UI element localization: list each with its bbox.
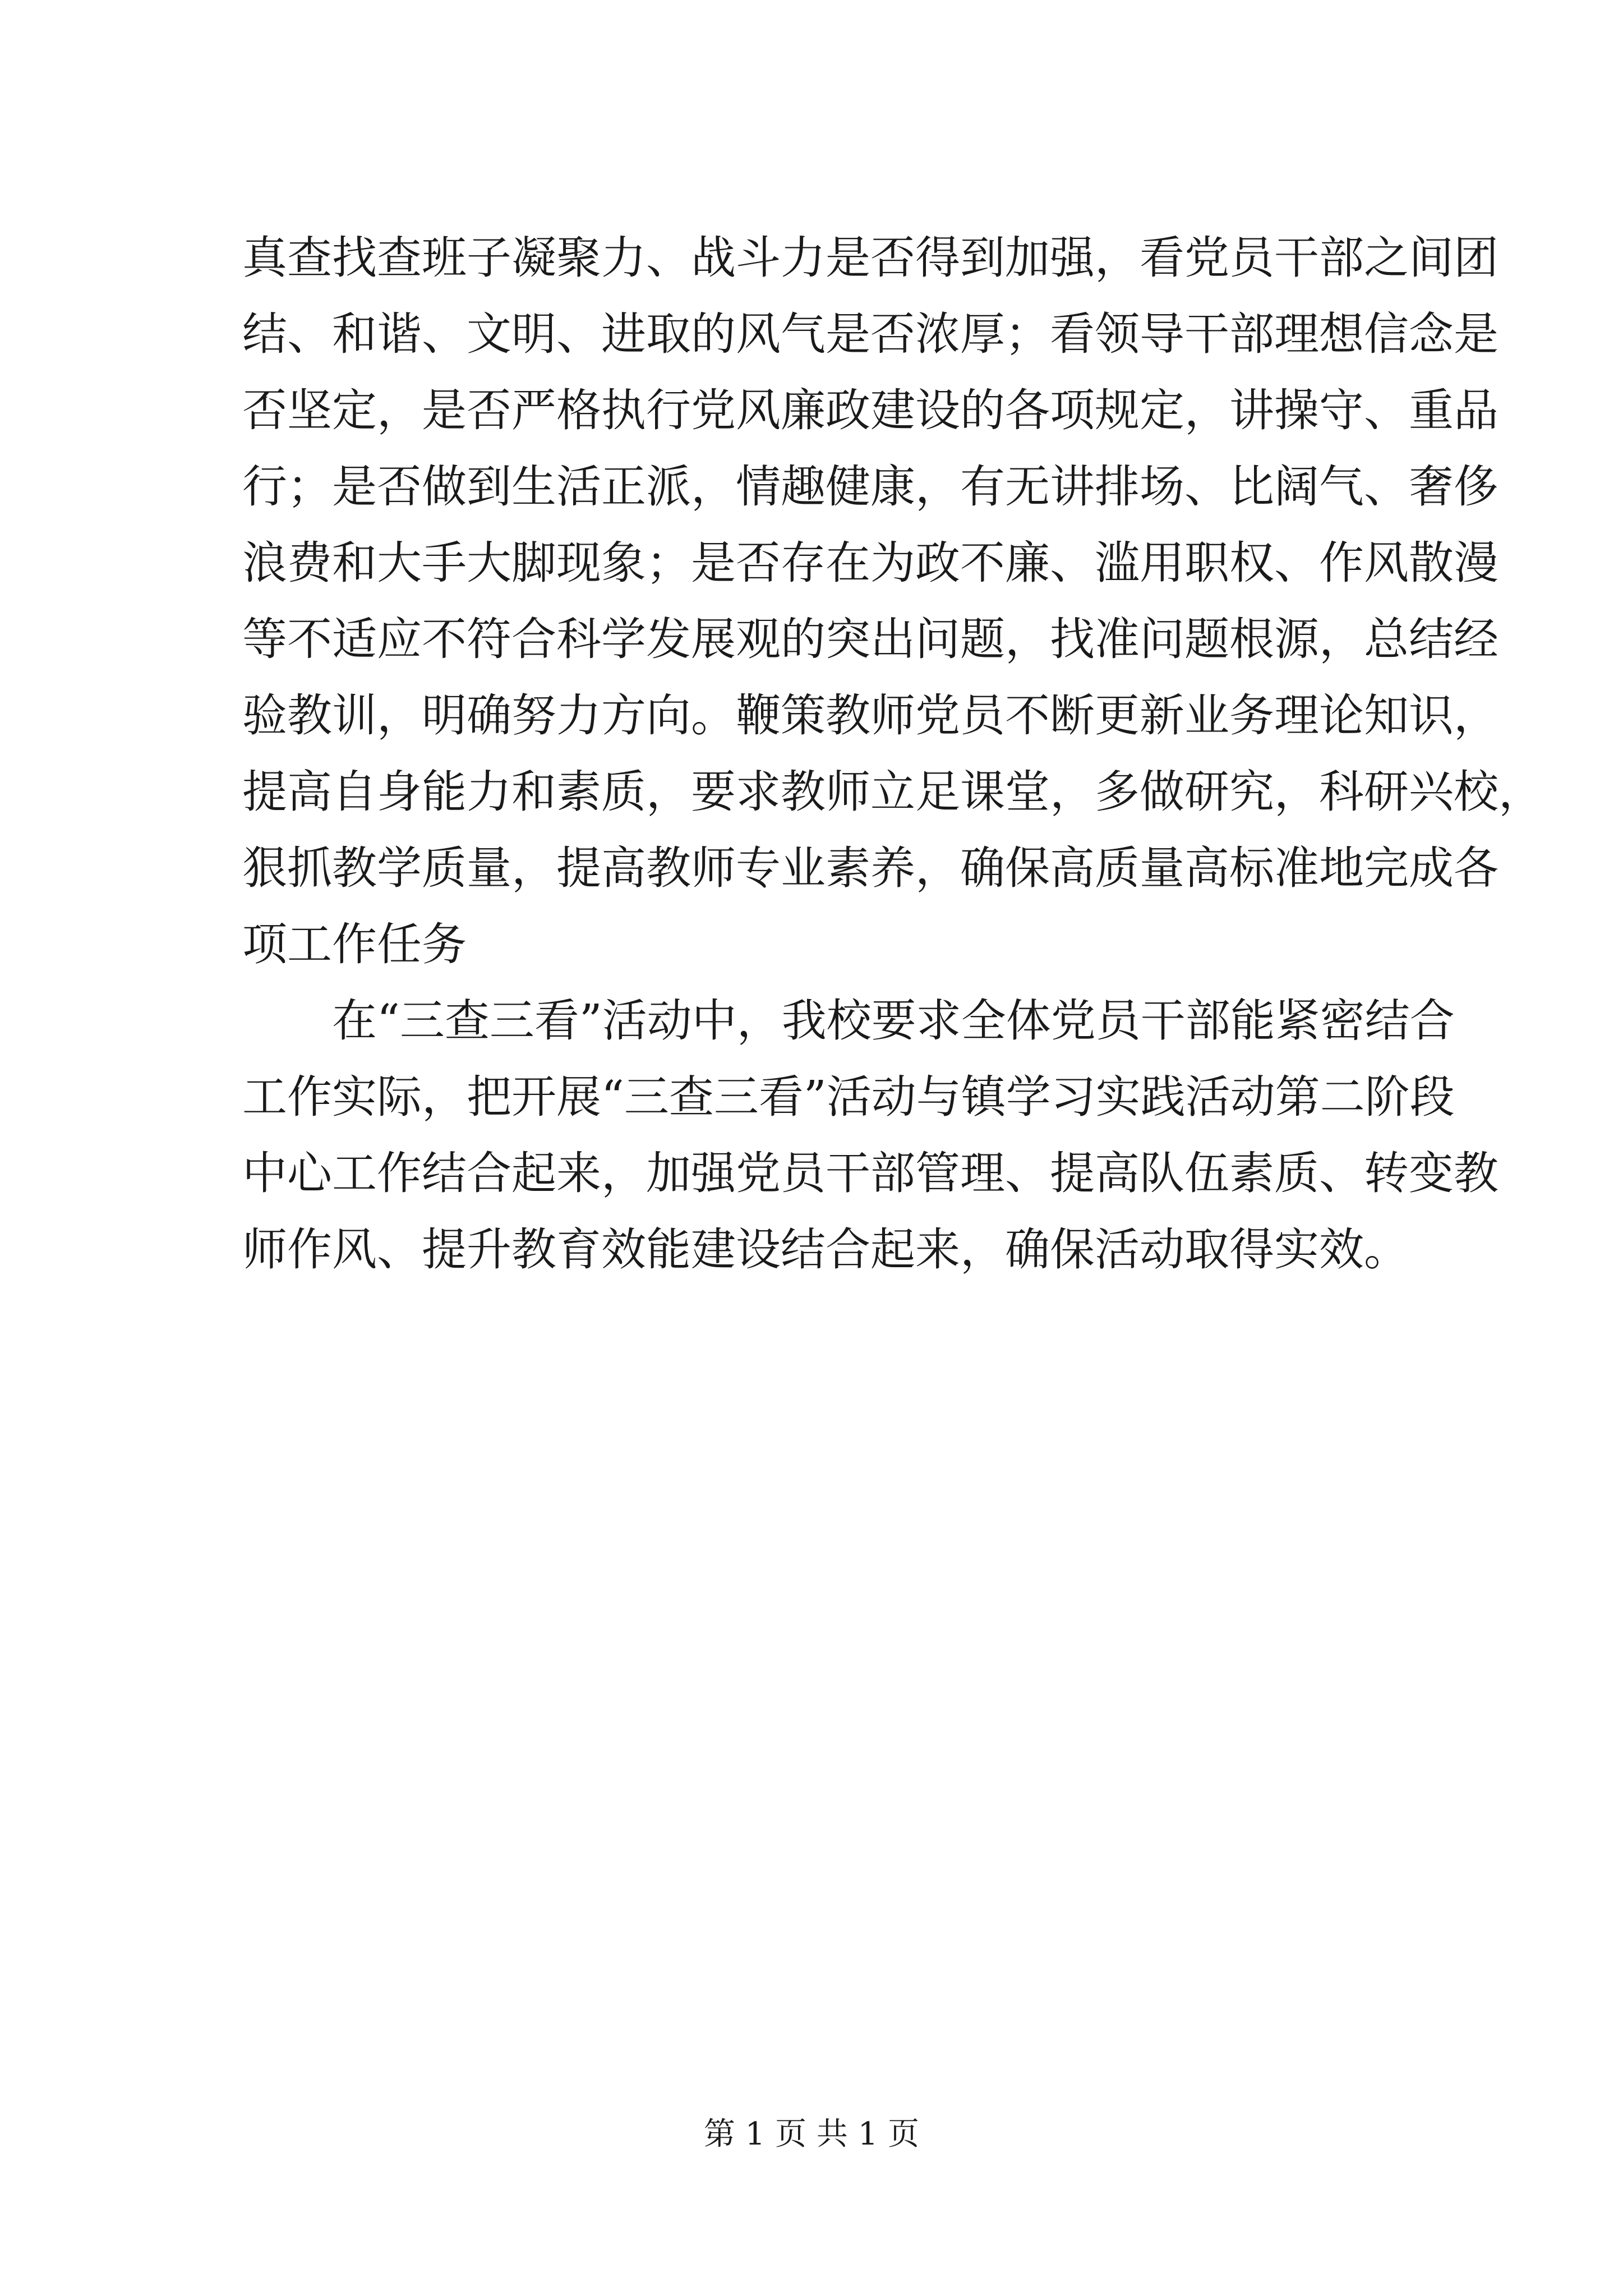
paragraph-line: 狠抓教学质量，提高教师专业素养，确保高质量高标准地完成各 — [242, 842, 1498, 894]
paragraph-line: 结、和谐、文明、进取的风气是否浓厚；看领导干部理想信念是 — [242, 308, 1498, 360]
paragraph-line: 在“三查三看”活动中，我校要求全体党员干部能紧密结合 — [332, 995, 1455, 1047]
paragraph-2 — [242, 983, 1498, 1288]
paragraph-line: 工作实际，把开展“三查三看”活动与镇学习实践活动第二阶段 — [242, 1071, 1455, 1123]
paragraph-line: 项工作任务 — [242, 918, 467, 970]
page-number-footer: 第 1 页 共 1 页 — [703, 2116, 920, 2152]
paragraph-line: 提高自身能力和素质，要求教师立足课堂，多做研究，科研兴校， — [242, 766, 1543, 818]
paragraph-1 — [242, 220, 1543, 983]
paragraph-line: 中心工作结合起来，加强党员干部管理、提高队伍素质、转变教 — [242, 1147, 1498, 1199]
paragraph-line: 浪费和大手大脚现象；是否存在为政不廉、滥用职权、作风散漫 — [242, 537, 1498, 589]
paragraph-line: 师作风、提升教育效能建设结合起来，确保活动取得实效。 — [242, 1223, 1409, 1276]
paragraph-line: 等不适应不符合科学发展观的突出问题，找准问题根源，总结经 — [242, 613, 1498, 665]
paragraph-line: 真查找查班子凝聚力、战斗力是否得到加强，看党员干部之间团 — [242, 232, 1498, 284]
paragraph-line: 否坚定，是否严格执行党风廉政建设的各项规定，讲操守、重品 — [242, 384, 1498, 436]
document-body — [242, 220, 1543, 1288]
paragraph-line: 验教训，明确努力方向。鞭策教师党员不断更新业务理论知识， — [242, 689, 1498, 742]
paragraph-line: 行；是否做到生活正派，情趣健康，有无讲排场、比阔气、奢侈 — [242, 461, 1498, 513]
